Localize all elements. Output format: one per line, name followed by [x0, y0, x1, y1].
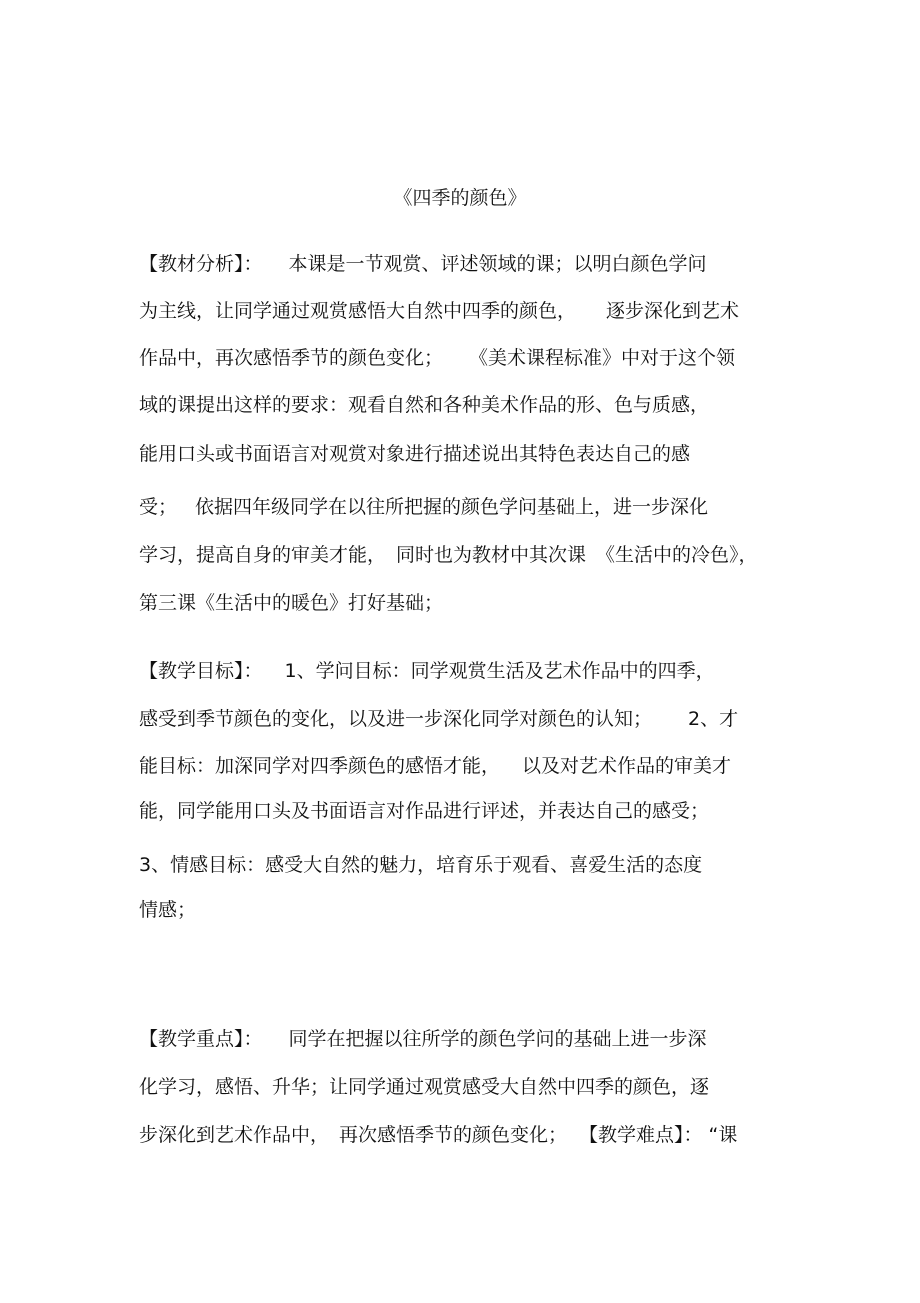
goals-line-4 — [139, 797, 709, 825]
analysis-line-3 — [139, 344, 735, 372]
analysis-line-6 — [139, 493, 708, 521]
goals-text: 1、学问目标：同学观赏生活及艺术作品中的四季， — [284, 660, 715, 682]
key-points-text: 步深化到艺术作品中， — [139, 1124, 330, 1146]
analysis-text: 作品中，再次感悟季节的颜色变化； — [139, 347, 444, 369]
goals-heading: 【教学目标】： — [139, 660, 263, 682]
goals-line-1 — [139, 657, 715, 685]
goals-text: 2、才 — [688, 708, 739, 730]
analysis-text: 能用口头或书面语言对观赏对象进行描述说出其特色表达自己的感 — [139, 443, 691, 465]
goals-line-3 — [139, 752, 731, 780]
analysis-text: 同时也为教材中其次课 — [396, 544, 587, 566]
analysis-text: 域的课提出这样的要求：观看自然和各种美术作品的形、色与质感， — [139, 394, 710, 416]
analysis-text: 学习，提高自身的审美才能， — [139, 544, 387, 566]
key-points-text: 同学在把握以往所学的颜色学问的基础上进一步深 — [288, 1028, 707, 1050]
difficulties-text: “课 — [708, 1124, 738, 1146]
key-points-heading: 【教学重点】： — [139, 1028, 263, 1050]
goals-text: 能目标：加深同学对四季颜色的感悟才能， — [139, 755, 501, 777]
analysis-line-8 — [139, 589, 443, 617]
key-points-line-1 — [139, 1025, 707, 1053]
analysis-text: 本课是一节观赏、评述领域的课；以明白颜色学问 — [288, 253, 707, 275]
key-points-line-3 — [139, 1121, 737, 1149]
document-title: 《四季的颜色》 — [393, 187, 527, 209]
goals-text: 以及对艺术作品的审美才 — [522, 755, 732, 777]
analysis-line-5 — [139, 440, 690, 468]
goals-line-2 — [139, 705, 738, 733]
key-points-text: 化学习，感悟、升华；让同学通过观赏感受大自然中四季的颜色，逐 — [139, 1076, 710, 1098]
goals-line-6 — [139, 896, 196, 924]
analysis-line-2 — [139, 297, 739, 325]
goals-text: 感受到季节颜色的变化，以及进一步深化同学对颜色的认知； — [139, 708, 653, 730]
key-points-text: 再次感悟季节的颜色变化； — [339, 1124, 568, 1146]
analysis-text: 依据四年级同学在以往所把握的颜色学问基础上，进一步深化 — [195, 496, 709, 518]
goals-text: 能，同学能用口头及书面语言对作品进行评述，并表达自己的感受； — [139, 800, 710, 822]
analysis-line-7 — [139, 541, 758, 569]
goals-text: 情感； — [139, 899, 197, 921]
analysis-text: 《美术课程标准》中对于这个领 — [469, 347, 736, 369]
key-points-line-2 — [139, 1073, 709, 1101]
difficulties-heading: 【教学难点】： — [579, 1124, 703, 1146]
analysis-text: 《生活中的冷色》， — [596, 544, 758, 566]
analysis-line-4 — [139, 391, 709, 419]
analysis-text: 为主线，让同学通过观赏感悟大自然中四季的颜色， — [139, 300, 577, 322]
goals-line-5 — [139, 851, 702, 879]
analysis-text: 逐步深化到艺术 — [606, 300, 740, 322]
analysis-text: 受； — [139, 496, 178, 518]
analysis-heading: 【教材分析】： — [139, 253, 263, 275]
goals-text: 3、情感目标：感受大自然的魅力，培育乐于观看、喜爱生活的态度 — [139, 854, 703, 876]
analysis-line-1 — [139, 250, 707, 278]
analysis-text: 第三课《生活中的暖色》打好基础； — [139, 592, 444, 614]
